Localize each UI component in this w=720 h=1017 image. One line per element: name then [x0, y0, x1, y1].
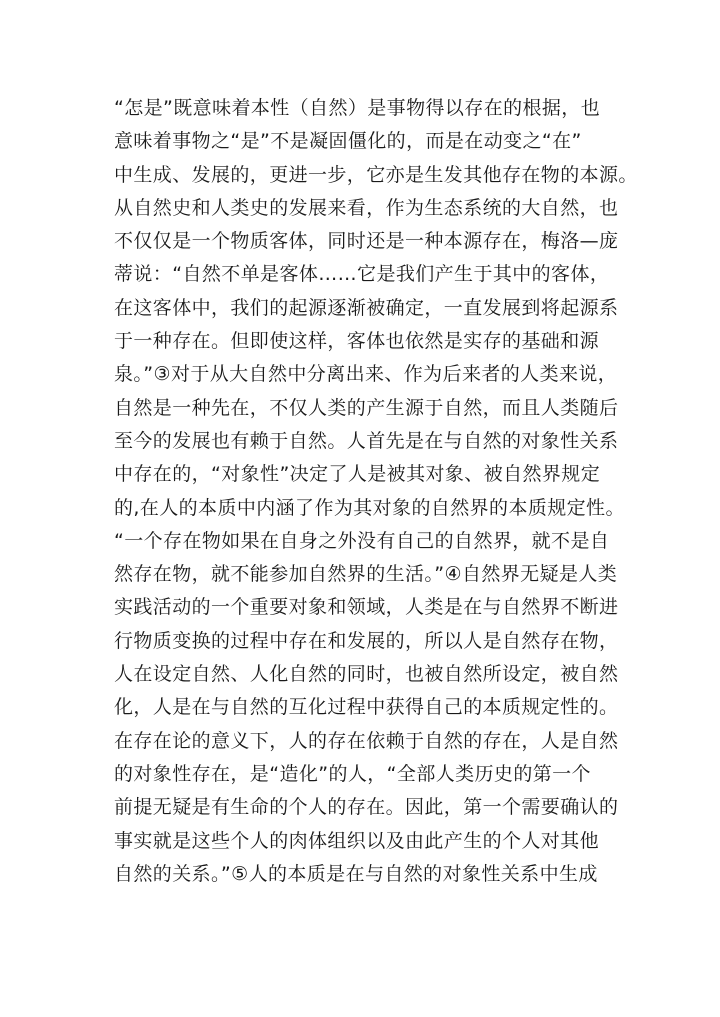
text-line: 中存在的，“对象性”决定了人是被其对象、被自然界规定 — [114, 463, 601, 486]
text-line: 的对象性存在，是“造化”的人，“全部人类历史的第一个 — [114, 762, 591, 785]
text-line: 自然的关系。”⑤人的本质是在与自然的对象性关系中生成 — [114, 862, 598, 885]
text-line: 蒂说：“自然不单是客体……它是我们产生于其中的客体， — [114, 263, 610, 286]
body-text — [114, 92, 638, 891]
text-line: 的,在人的本质中内涵了作为其对象的自然界的本质规定性。 — [114, 496, 625, 519]
text-line: 然存在物，就不能参加自然界的生活。”④自然界无疑是人类 — [114, 563, 618, 586]
text-line: 事实就是这些个人的肉体组织以及由此产生的个人对其他 — [114, 829, 600, 852]
text-line: 不仅仅是一个物质客体，同时还是一种本源存在，梅洛—庞 — [114, 230, 619, 253]
text-line: 意味着事物之“是”不是凝固僵化的，而是在动变之“在” — [114, 130, 582, 153]
text-line: 泉。”③对于从大自然中分离出来、作为后来者的人类来说， — [114, 363, 618, 386]
text-line: 实践活动的一个重要对象和领域，人类是在与自然界不断进 — [114, 596, 619, 619]
text-line: 在这客体中，我们的起源逐渐被确定，一直发展到将起源系 — [114, 296, 619, 319]
text-line: 化，人是在与自然的互化过程中获得自己的本质规定性的。 — [114, 696, 619, 719]
text-line: 在存在论的意义下，人的存在依赖于自然的存在，人是自然 — [114, 729, 619, 752]
text-line: 至今的发展也有赖于自然。人首先是在与自然的对象性关系 — [114, 429, 619, 452]
text-line: 中生成、发展的，更进一步，它亦是生发其他存在物的本源。 — [114, 163, 638, 186]
text-line: “一个存在物如果在自身之外没有自己的自然界，就不是自 — [114, 529, 610, 552]
text-line: “怎是”既意味着本性（自然）是事物得以存在的根据，也 — [114, 97, 601, 119]
text-line: 自然是一种先在，不仅人类的产生源于自然，而且人类随后 — [114, 396, 619, 419]
text-line: 行物质变换的过程中存在和发展的，所以人是自然存在物， — [114, 629, 619, 652]
text-line: 于一种存在。但即使这样，客体也依然是实存的基础和源 — [114, 330, 600, 353]
text-line: 前提无疑是有生命的个人的存在。因此，第一个需要确认的 — [114, 796, 619, 819]
text-line: 人在设定自然、人化自然的同时，也被自然所设定，被自然 — [114, 663, 619, 686]
text-line: 从自然史和人类史的发展来看，作为生态系统的大自然，也 — [114, 196, 619, 219]
